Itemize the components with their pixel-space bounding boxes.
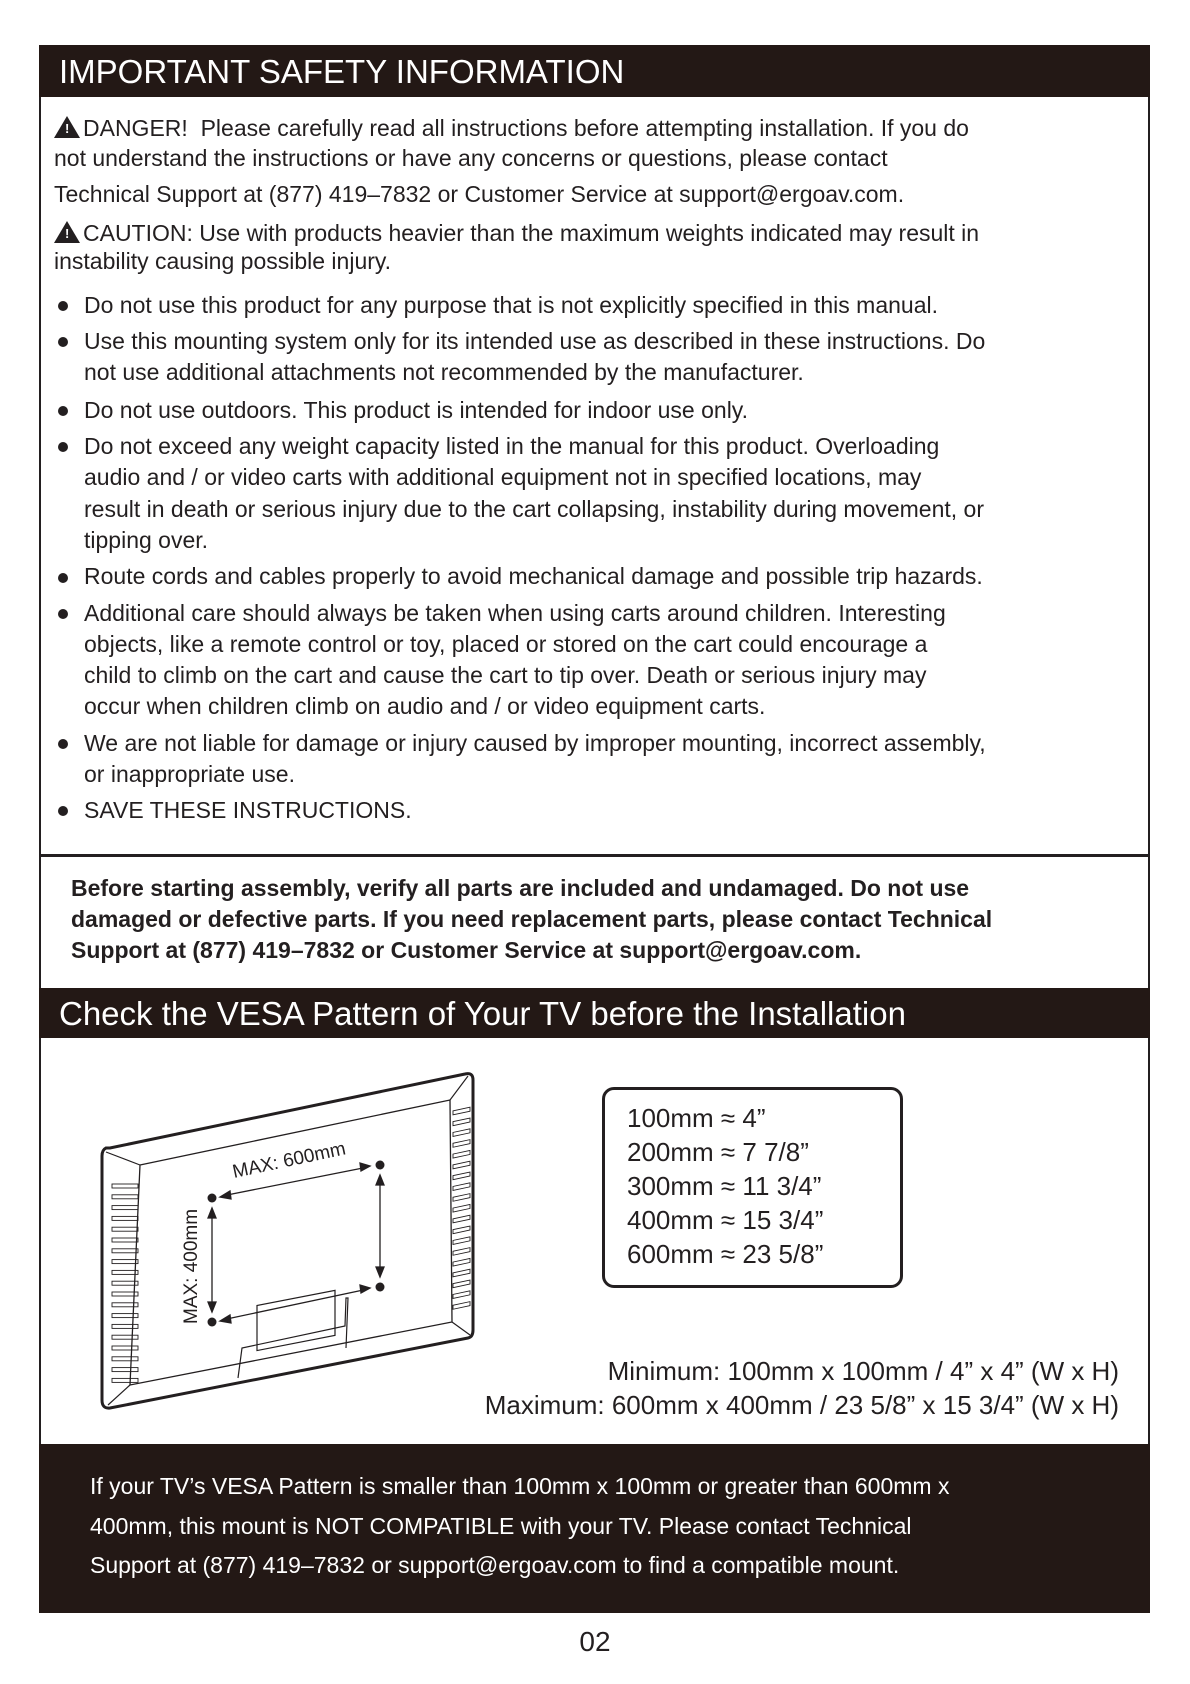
vent-slot — [453, 1226, 470, 1234]
vesa-title: Check the VESA Pattern of Your TV before the Installation — [59, 994, 906, 1032]
vent-slot — [112, 1216, 138, 1220]
bullet-text: not use additional attachments not recommended by the manufacturer. — [84, 359, 804, 385]
vesa-hole — [376, 1161, 385, 1170]
bullet-dot — [58, 739, 68, 749]
bullet-text: Use this mounting system only for its intended use as described in these instructions. Do — [84, 328, 986, 354]
vent-slot — [112, 1314, 138, 1318]
caution-line-1: ! CAUTION: Use with products heavier than the maximum weights indicated may result in — [54, 221, 979, 245]
vent-slot — [112, 1206, 138, 1210]
vent-slot — [112, 1368, 138, 1372]
vent-slot — [453, 1183, 470, 1191]
safety-title: IMPORTANT SAFETY INFORMATION — [59, 52, 625, 90]
max-width-label: MAX: 600mm — [230, 1138, 348, 1183]
vent-slots-right — [453, 1107, 470, 1309]
vent-slot — [453, 1172, 470, 1180]
before-assembly-line: Before starting assembly, verify all parts are included and undamaged. Do not use — [71, 875, 970, 901]
vent-slot — [112, 1335, 138, 1339]
bullet-dot — [58, 406, 68, 416]
compatibility-notice-line: 400mm, this mount is NOT COMPATIBLE with your TV. Please contact Technical — [90, 1513, 912, 1539]
vesa-minimum: Minimum: 100mm x 100mm / 4” x 4” (W x H) — [607, 1356, 1119, 1386]
before-assembly-line: damaged or defective parts. If you need replacement parts, please contact Technical — [71, 906, 993, 932]
vent-slot — [112, 1270, 138, 1274]
vent-slot — [112, 1346, 138, 1350]
tv-outer-frame — [102, 1074, 473, 1409]
tv-inner-panel — [130, 1100, 452, 1385]
vent-slot — [453, 1140, 470, 1148]
vent-slot — [453, 1215, 470, 1223]
danger-label: DANGER! — [83, 115, 188, 141]
conversion-row: 300mm ≈ 11 3/4” — [627, 1171, 822, 1201]
conversion-row: 200mm ≈ 7 7/8” — [627, 1137, 809, 1167]
warning-triangle-icon: ! — [54, 116, 80, 138]
vent-slot — [112, 1249, 138, 1253]
bullet-dot — [58, 806, 68, 816]
bullet-text: Do not use outdoors. This product is intended for indoor use only. — [84, 397, 748, 423]
vent-slot — [112, 1238, 138, 1242]
danger-line-1: ! DANGER! Please carefully read all instructions before attempting installation. If you do — [54, 116, 969, 140]
vesa-maximum: Maximum: 600mm x 400mm / 23 5/8” x 15 3/4” (W x H) — [484, 1390, 1119, 1420]
warning-triangle-icon: ! — [54, 221, 80, 243]
vesa-hole — [376, 1283, 385, 1292]
vent-slot — [112, 1195, 138, 1199]
bullet-text: Route cords and cables properly to avoid mechanical damage and possible trip hazards. — [84, 563, 983, 589]
vent-slot — [453, 1129, 470, 1137]
vent-slot — [453, 1248, 470, 1256]
vent-slot — [453, 1280, 470, 1288]
vent-slot — [453, 1291, 470, 1299]
vent-slot — [453, 1150, 470, 1158]
bullet-text: Do not use this product for any purpose that is not explicitly specified in this manual. — [84, 292, 939, 318]
tv-vesa-diagram — [90, 1060, 490, 1420]
vent-slot — [453, 1118, 470, 1126]
vent-slot — [453, 1204, 470, 1212]
danger-line-3: Technical Support at (877) 419–7832 or Customer Service at support@ergoav.com. — [54, 181, 905, 207]
vesa-holes — [208, 1161, 385, 1327]
before-assembly-line: Support at (877) 419–7832 or Customer Service at support@ergoav.com. — [71, 937, 862, 963]
conversion-row: 600mm ≈ 23 5/8” — [627, 1239, 824, 1269]
vent-slot — [453, 1269, 470, 1277]
vent-slot — [453, 1161, 470, 1169]
compatibility-notice-line: Support at (877) 419–7832 or support@ergoav.com to find a compatible mount. — [90, 1552, 900, 1578]
max-height-label: MAX: 400mm — [181, 1208, 202, 1324]
bullet-dot — [58, 573, 68, 583]
bullet-dot — [58, 337, 68, 347]
bullet-text: tipping over. — [84, 527, 209, 553]
vesa-header — [39, 988, 1150, 1038]
bullet-text: result in death or serious injury due to the cart collapsing, instability during movement, or — [84, 496, 985, 522]
bullet-dot — [58, 301, 68, 311]
bullet-text: or inappropriate use. — [84, 761, 295, 787]
vent-slot — [112, 1357, 138, 1361]
vent-slot — [112, 1324, 138, 1328]
vesa-hole — [208, 1318, 217, 1327]
bullet-text: audio and / or video carts with additional equipment not in specified locations, may — [84, 464, 922, 490]
vent-slot — [112, 1378, 138, 1382]
vent-slot — [453, 1194, 470, 1202]
vent-slot — [112, 1184, 138, 1188]
compatibility-notice-line: If your TV’s VESA Pattern is smaller than 100mm x 100mm or greater than 600mm x — [90, 1473, 950, 1499]
vent-slot — [112, 1227, 138, 1231]
danger-line-2: not understand the instructions or have any concerns or questions, please contact — [54, 145, 888, 171]
bullet-text: objects, like a remote control or toy, placed or stored on the cart could encourage a — [84, 631, 928, 657]
conversion-row: 400mm ≈ 15 3/4” — [627, 1205, 824, 1235]
bullet-text: child to climb on the cart and cause the cart to tip over. Death or serious injury may — [84, 662, 927, 688]
vent-slot — [453, 1302, 470, 1310]
bullet-text: Additional care should always be taken when using carts around children. Interesting — [84, 600, 946, 626]
bullet-text: We are not liable for damage or injury caused by improper mounting, incorrect assembly, — [84, 730, 986, 756]
vent-slot — [112, 1260, 138, 1264]
caution-label: CAUTION: — [83, 220, 193, 246]
bullet-text: Do not exceed any weight capacity listed in the manual for this product. Overloading — [84, 433, 940, 459]
caution-line-2: instability causing possible injury. — [54, 248, 392, 274]
bullet-text: occur when children climb on audio and / or video equipment carts. — [84, 693, 766, 719]
bullet-dot — [58, 442, 68, 452]
page-number: 02 — [579, 1626, 611, 1657]
conversion-row: 100mm ≈ 4” — [627, 1103, 766, 1133]
vent-slot — [453, 1107, 470, 1115]
vesa-hole — [208, 1194, 217, 1203]
safety-header — [39, 45, 1150, 97]
bullet-text: SAVE THESE INSTRUCTIONS. — [84, 797, 412, 823]
bullet-dot — [58, 609, 68, 619]
vent-slot — [453, 1237, 470, 1245]
section-divider — [39, 854, 1150, 857]
vent-slot — [453, 1258, 470, 1266]
